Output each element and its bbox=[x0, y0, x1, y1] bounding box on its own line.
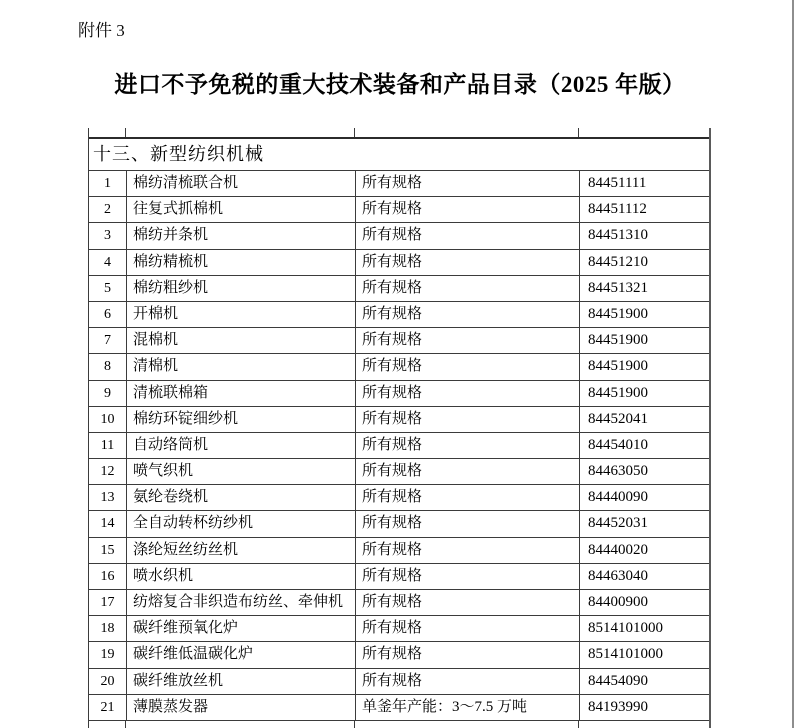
table-row bbox=[89, 433, 709, 459]
table-row bbox=[89, 302, 709, 328]
spec-cell: 所有规格 bbox=[355, 302, 579, 327]
spec-cell: 所有规格 bbox=[355, 669, 579, 694]
product-name-cell: 清梳联棉箱 bbox=[126, 381, 355, 406]
code-cell: 84452041 bbox=[579, 407, 709, 432]
code-cell: 84451900 bbox=[579, 302, 709, 327]
column-divider bbox=[125, 721, 126, 728]
table-row bbox=[89, 538, 709, 564]
code-cell: 84451210 bbox=[579, 250, 709, 275]
product-name-cell: 氨纶卷绕机 bbox=[126, 485, 355, 510]
table-row bbox=[89, 616, 709, 642]
spec-cell: 所有规格 bbox=[355, 485, 579, 510]
spec-cell: 所有规格 bbox=[355, 171, 579, 196]
code-cell: 84440090 bbox=[579, 485, 709, 510]
row-number-cell: 12 bbox=[100, 464, 115, 480]
spec-cell: 所有规格 bbox=[355, 197, 579, 222]
spec-cell: 所有规格 bbox=[355, 223, 579, 248]
code-cell: 84452031 bbox=[579, 511, 709, 536]
column-divider bbox=[125, 128, 126, 137]
table-row bbox=[89, 459, 709, 485]
row-number-cell: 5 bbox=[104, 280, 111, 296]
table-row bbox=[89, 381, 709, 407]
row-number-cell: 9 bbox=[104, 385, 111, 401]
page-edge-line bbox=[792, 0, 794, 728]
row-number-cell: 8 bbox=[104, 359, 111, 375]
code-cell: 84454090 bbox=[579, 669, 709, 694]
section-header-row: 十三、新型纺织机械 bbox=[89, 139, 709, 171]
row-number-cell: 7 bbox=[104, 333, 111, 349]
spec-cell: 所有规格 bbox=[355, 250, 579, 275]
code-cell: 84463050 bbox=[579, 459, 709, 484]
row-number-cell: 1 bbox=[104, 176, 111, 191]
catalog-table bbox=[88, 128, 711, 728]
column-divider bbox=[354, 128, 355, 137]
row-number-cell: 11 bbox=[100, 437, 115, 453]
product-name-cell: 喷气织机 bbox=[126, 459, 355, 484]
row-number-cell: 20 bbox=[100, 673, 115, 689]
table-row bbox=[89, 669, 709, 695]
spec-cell: 所有规格 bbox=[355, 433, 579, 458]
spec-cell: 所有规格 bbox=[355, 642, 579, 667]
code-cell: 84400900 bbox=[579, 590, 709, 615]
spec-cell: 所有规格 bbox=[355, 381, 579, 406]
table-row bbox=[89, 354, 709, 380]
product-name-cell: 开棉机 bbox=[126, 302, 355, 327]
product-name-cell: 棉纺精梳机 bbox=[126, 250, 355, 275]
row-number-cell: 2 bbox=[104, 202, 111, 218]
code-cell: 84193990 bbox=[579, 695, 709, 720]
code-cell: 84451900 bbox=[579, 328, 709, 353]
table-row bbox=[89, 197, 709, 223]
row-number-cell: 21 bbox=[100, 699, 115, 715]
table-row bbox=[89, 485, 709, 511]
product-name-cell: 薄膜蒸发器 bbox=[126, 695, 355, 720]
spec-cell: 所有规格 bbox=[355, 328, 579, 353]
row-number-cell: 13 bbox=[100, 490, 115, 506]
column-divider bbox=[578, 128, 579, 137]
column-divider bbox=[354, 721, 355, 728]
product-name-cell: 碳纤维预氧化炉 bbox=[126, 616, 355, 641]
product-name-cell: 往复式抓棉机 bbox=[126, 197, 355, 222]
product-name-cell: 棉纺清梳联合机 bbox=[126, 171, 355, 196]
table-top-partial-row bbox=[89, 128, 709, 139]
table-row bbox=[89, 695, 709, 721]
spec-cell: 所有规格 bbox=[355, 511, 579, 536]
table-row bbox=[89, 511, 709, 537]
product-name-cell: 棉纺并条机 bbox=[126, 223, 355, 248]
row-number-cell: 15 bbox=[100, 542, 115, 558]
row-number-cell: 17 bbox=[100, 595, 115, 610]
spec-cell: 所有规格 bbox=[355, 354, 579, 379]
table-row bbox=[89, 328, 709, 354]
column-divider bbox=[578, 721, 579, 728]
code-cell: 84451111 bbox=[579, 171, 709, 196]
code-cell: 84451321 bbox=[579, 276, 709, 301]
code-cell: 84463040 bbox=[579, 564, 709, 589]
code-cell: 84451310 bbox=[579, 223, 709, 248]
attachment-label: 附件 3 bbox=[78, 21, 125, 40]
table-bottom-partial-row bbox=[89, 721, 709, 728]
product-name-cell: 碳纤维放丝机 bbox=[126, 669, 355, 694]
product-name-cell: 清棉机 bbox=[126, 354, 355, 379]
product-name-cell: 混棉机 bbox=[126, 328, 355, 353]
code-cell: 8514101000 bbox=[579, 642, 709, 667]
row-number-cell: 16 bbox=[100, 568, 115, 584]
product-name-cell: 碳纤维低温碳化炉 bbox=[126, 642, 355, 667]
spec-cell: 所有规格 bbox=[355, 564, 579, 589]
product-name-cell: 自动络筒机 bbox=[126, 433, 355, 458]
spec-cell: 所有规格 bbox=[355, 590, 579, 615]
spec-cell: 所有规格 bbox=[355, 459, 579, 484]
row-number-cell: 18 bbox=[100, 621, 115, 637]
spec-cell: 所有规格 bbox=[355, 538, 579, 563]
table-row bbox=[89, 407, 709, 433]
spec-cell: 所有规格 bbox=[355, 276, 579, 301]
product-name-cell: 纺熔复合非织造布纺丝、牵伸机 bbox=[126, 590, 355, 615]
product-name-cell: 棉纺环锭细纱机 bbox=[126, 407, 355, 432]
code-cell: 84440020 bbox=[579, 538, 709, 563]
row-number-cell: 4 bbox=[104, 254, 111, 270]
row-number-cell: 3 bbox=[104, 228, 111, 244]
table-row bbox=[89, 223, 709, 249]
table-row bbox=[89, 642, 709, 668]
product-name-cell: 涤纶短丝纺丝机 bbox=[126, 538, 355, 563]
code-cell: 8514101000 bbox=[579, 616, 709, 641]
row-number-cell: 6 bbox=[104, 306, 111, 322]
product-name-cell: 棉纺粗纱机 bbox=[126, 276, 355, 301]
spec-cell: 所有规格 bbox=[355, 407, 579, 432]
table-row bbox=[89, 590, 709, 616]
row-number-cell: 10 bbox=[100, 411, 115, 427]
spec-cell: 单釜年产能：3～7.5 万吨 bbox=[355, 695, 579, 720]
spec-cell: 所有规格 bbox=[355, 616, 579, 641]
table-row bbox=[89, 276, 709, 302]
row-number-cell: 19 bbox=[100, 647, 115, 663]
row-number-cell: 14 bbox=[100, 516, 115, 532]
code-cell: 84451112 bbox=[579, 197, 709, 222]
product-name-cell: 喷水织机 bbox=[126, 564, 355, 589]
code-cell: 84451900 bbox=[579, 354, 709, 379]
table-row bbox=[89, 250, 709, 276]
table-body bbox=[89, 171, 709, 721]
table-row bbox=[89, 564, 709, 590]
table-row bbox=[89, 171, 709, 197]
product-name-cell: 全自动转杯纺纱机 bbox=[126, 511, 355, 536]
code-cell: 84454010 bbox=[579, 433, 709, 458]
document-title: 进口不予免税的重大技术装备和产品目录（2025 年版） bbox=[114, 72, 686, 97]
code-cell: 84451900 bbox=[579, 381, 709, 406]
